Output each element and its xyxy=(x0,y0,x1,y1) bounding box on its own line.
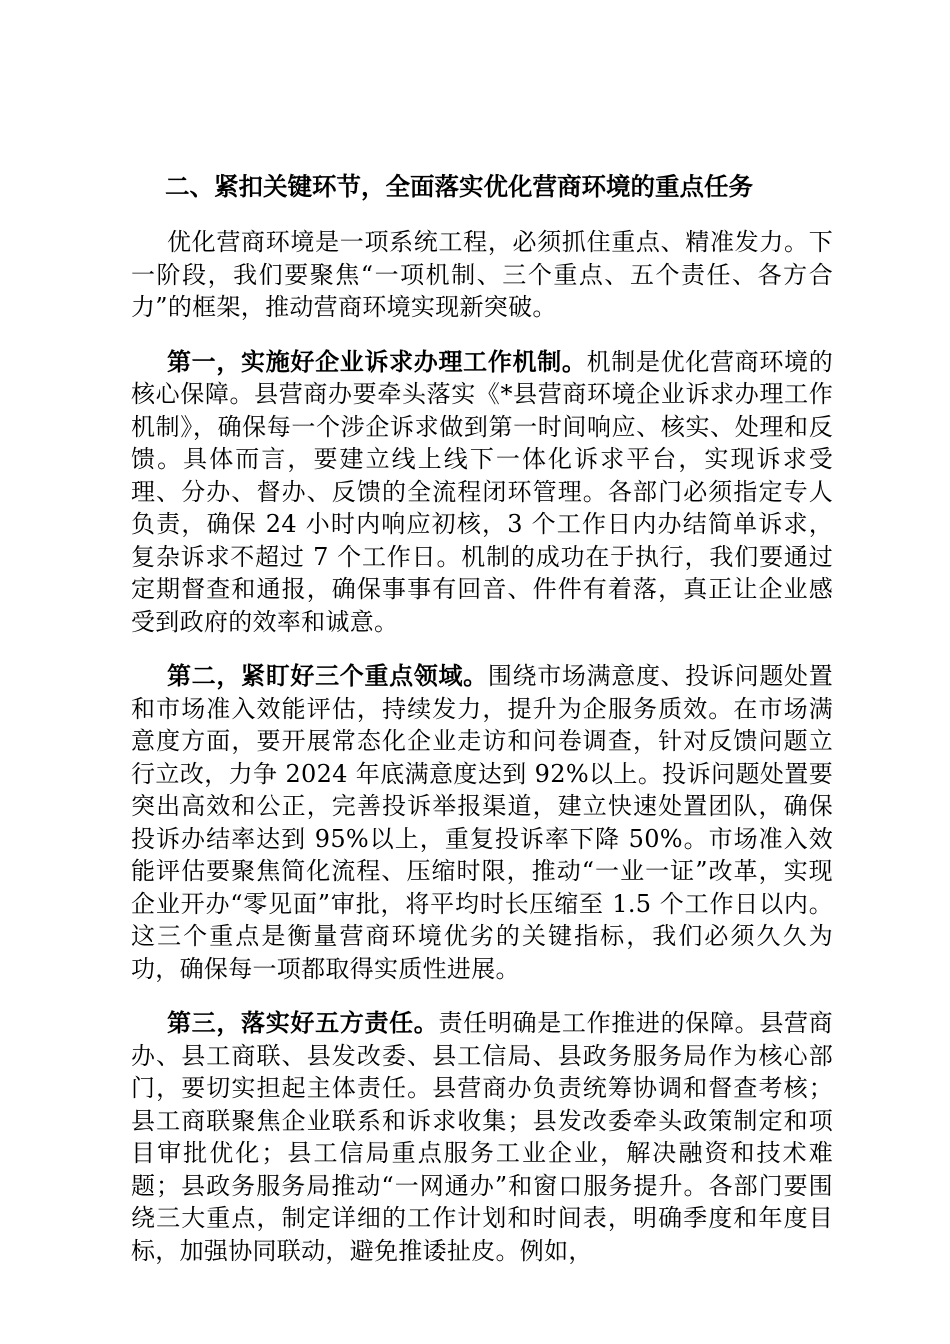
paragraph-second-key-areas xyxy=(131,660,833,985)
document-body xyxy=(131,170,833,1289)
paragraph-text: 机制是优化营商环境的核心保障。县营商办要牵头落实《*县营商环境企业诉求办理工作机制》，确保每一个涉企诉求做到第一时间响应、核实、处理和反馈。具体而言，要建立线上线下一体化诉求平台，实现诉求受理、分办、督办、反馈的全流程闭环管理。各部门必须指定专人负责，确保 24 小时内响应初核，3 个工作日内办结简单诉求，复杂诉求不超过 7 个工作日。机制的成功在于执行，我们要通过定期督查和通报，确保事事有回音、件件有着落，真正让企业感受到政府的效率和诚意。 xyxy=(131,347,834,636)
paragraph-text: 围绕市场满意度、投诉问题处置和市场准入效能评估，持续发力，提升为企服务质效。在市场满意度方面，要开展常态化企业走访和问卷调查，针对反馈问题立行立改，力争 2024 年底满意度达到 92%以上。投诉问题处置要突出高效和公正，完善投诉举报渠道，建立快速处置团队，确保投诉办结率达到 95%以上，重复投诉率下降 50%。市场准入效能评估要聚焦简化流程、压缩时限，推动“一业一证”改革，实现企业开办“零见面”审批，将平均时长压缩至 1.5 个工作日以内。这三个重点是衡量营商环境优劣的关键指标，我们必须久久为功，确保每一项都取得实质性进展。 xyxy=(131,662,834,983)
intro-paragraph xyxy=(131,226,833,324)
paragraph-third-responsibilities xyxy=(131,1007,833,1267)
paragraph-text: 优化营商环境是一项系统工程，必须抓住重点、精准发力。下一阶段，我们要聚焦“一项机制、三个重点、五个责任、各方合力”的框架，推动营商环境实现新突破。 xyxy=(131,228,833,321)
section-heading: 二、紧扣关键环节，全面落实优化营商环境的重点任务 xyxy=(165,172,753,201)
paragraph-lead: 第三，落实好五方责任。 xyxy=(167,1009,439,1037)
paragraph-text: 责任明确是工作推进的保障。县营商办、县工商联、县发改委、县工信局、县政务服务局作为核心部门，要切实担起主体责任。县营商办负责统筹协调和督查考核；县工商联聚焦企业联系和诉求收集；县发改委牵头政策制定和项目审批优化；县工信局重点服务工业企业，解决融资和技术难题；县政务服务局推动“一网通办”和窗口服务提升。各部门要围绕三大重点，制定详细的工作计划和时间表，明确季度和年度目标，加强协同联动，避免推诿扯皮。例如， xyxy=(131,1009,833,1265)
paragraph-first-mechanism xyxy=(131,346,833,639)
paragraph-lead: 第二，紧盯好三个重点领域。 xyxy=(167,662,488,690)
paragraph-lead: 第一，实施好企业诉求办理工作机制。 xyxy=(167,347,587,376)
